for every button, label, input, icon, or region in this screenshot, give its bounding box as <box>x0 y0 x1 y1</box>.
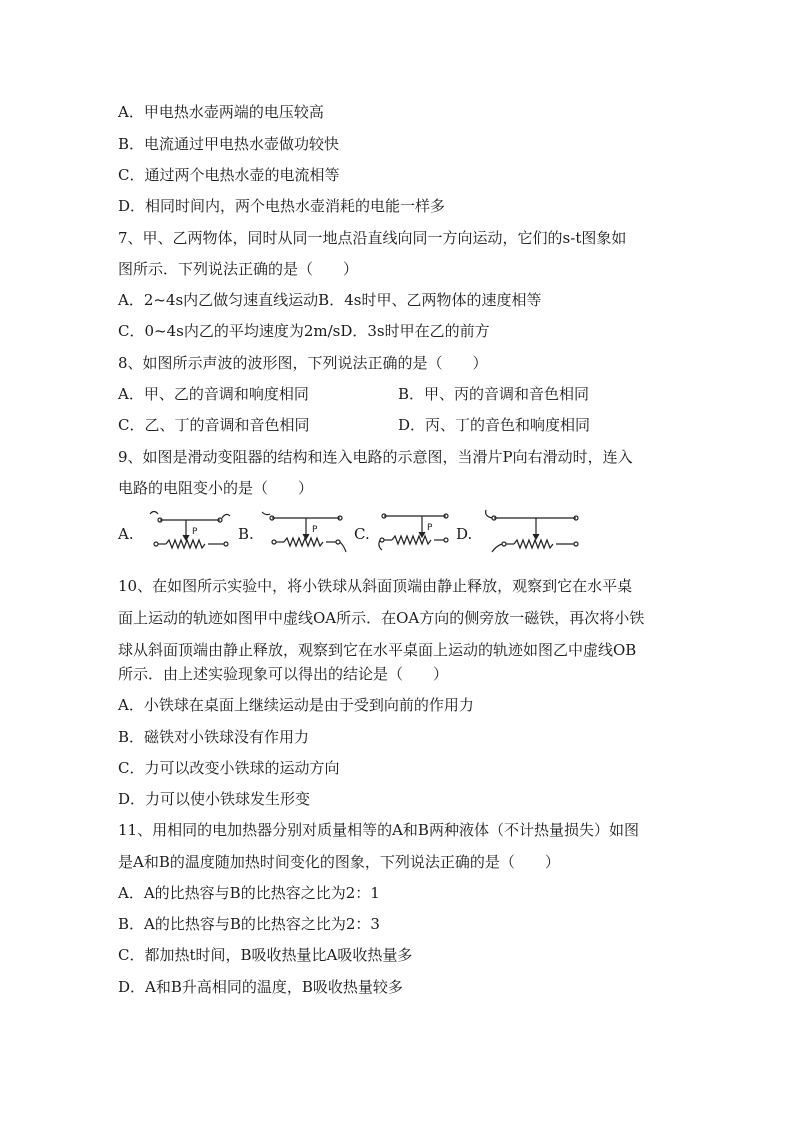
q8-option-a: A．甲、乙的音调和响度相同 <box>118 385 309 403</box>
q8-stem: 8、如图所示声波的波形图，下列说法正确的是（ ） <box>118 354 488 372</box>
q9-slider-label-a: P <box>192 527 198 537</box>
q11-option-d: D．A和B升高相同的温度，B吸收热量较多 <box>118 978 403 996</box>
q10-stem-line-3: 球从斜面顶端由静止释放，观察到它在水平桌面上运动的轨迹如图乙中虚线OB <box>118 641 637 659</box>
q10-option-a: A．小铁球在桌面上继续运动是由于受到向前的作用力 <box>118 696 474 714</box>
q11-option-a: A．A的比热容与B的比热容之比为2：1 <box>118 884 380 902</box>
q7-stem-line-2: 图所示．下列说法正确的是（ ） <box>118 260 359 278</box>
q9-stem-line-2: 电路的电阻变小的是（ ） <box>118 479 314 497</box>
q9-rheostat-figure-a <box>146 506 238 562</box>
q9-stem-line-1: 9、如图是滑动变阻器的结构和连入电路的示意图，当滑片P向右滑动时，连入 <box>118 448 633 466</box>
q6-option-c: C．通过两个电热水壶的电流相等 <box>118 166 340 184</box>
q11-stem-line-2: 是A和B的温度随加热时间变化的图象，下列说法正确的是（ ） <box>118 853 560 871</box>
q10-option-c: C．力可以改变小铁球的运动方向 <box>118 759 340 777</box>
q11-stem-line-1: 11、用相同的电加热器分别对质量相等的A和B两种液体（不计热量损失）如图 <box>118 821 639 839</box>
q11-option-c: C．都加热t时间，B吸收热量比A吸收热量多 <box>118 946 413 964</box>
q8-option-c: C．乙、丁的音调和音色相同 <box>118 416 310 434</box>
q9-rheostat-figures <box>118 506 598 562</box>
q7-options-ab: A．2~4s内乙做匀速直线运动B．4s时甲、乙两物体的速度相等 <box>118 291 542 309</box>
q9-label-b: B. <box>238 525 254 543</box>
q6-option-d: D．相同时间内，两个电热水壶消耗的电能一样多 <box>118 197 446 215</box>
q9-slider-label-c: P <box>427 523 433 533</box>
q7-options-cd: C．0~4s内乙的平均速度为2m/sD．3s时甲在乙的前方 <box>118 322 490 340</box>
q10-stem-line-1: 10、在如图所示实验中，将小铁球从斜面顶端由静止释放，观察到它在水平桌 <box>118 577 633 595</box>
q9-slider-label-b: P <box>312 525 318 535</box>
q9-rheostat-figure-d <box>480 506 592 562</box>
q10-option-d: D．力可以使小铁球发生形变 <box>118 790 311 808</box>
q9-rheostat-figure-c <box>374 506 456 562</box>
q10-stem-line-2: 面上运动的轨迹如图甲中虚线OA所示．在OA方向的侧旁放一磁铁，再次将小铁 <box>118 609 645 627</box>
q11-option-b: B．A的比热容与B的比热容之比为2：3 <box>118 915 380 933</box>
q8-option-d: D．丙、丁的音色和响度相同 <box>398 416 591 434</box>
q7-stem-line-1: 7、甲、乙两物体，同时从同一地点沿直线向同一方向运动，它们的s-t图象如 <box>118 229 627 247</box>
q9-label-d: D. <box>456 525 473 543</box>
q6-option-a: A．甲电热水壶两端的电压较高 <box>118 103 324 121</box>
q10-option-b: B．磁铁对小铁球没有作用力 <box>118 728 310 746</box>
q6-option-b: B．电流通过甲电热水壶做功较快 <box>118 135 340 153</box>
q9-rheostat-figure-b <box>260 506 352 562</box>
q8-option-b: B．甲、丙的音调和音色相同 <box>398 385 590 403</box>
q9-label-a: A. <box>118 525 134 543</box>
q9-label-c: C. <box>354 525 370 543</box>
q10-stem-line-4: 所示．由上述实验现象可以得出的结论是（ ） <box>118 665 449 683</box>
